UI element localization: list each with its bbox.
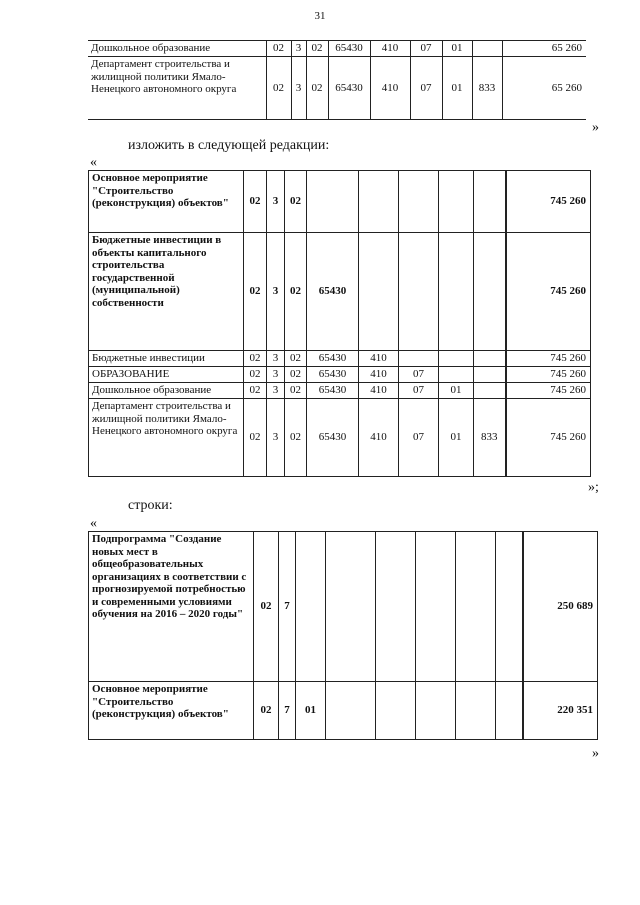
code-cell: 7	[279, 532, 296, 682]
code-cell: 65430	[307, 351, 359, 367]
code-cell: 3	[267, 367, 285, 383]
code-cell: 02	[285, 383, 307, 399]
code-cell: 02	[306, 57, 328, 120]
code-cell	[474, 383, 506, 399]
code-cell: 3	[291, 57, 306, 120]
row-name: Дошкольное образование	[89, 383, 244, 399]
code-cell: 3	[267, 399, 285, 477]
row-name: Бюджетные инвестиции	[89, 351, 244, 367]
code-cell: 410	[370, 41, 410, 57]
code-cell: 833	[474, 399, 506, 477]
code-cell	[474, 351, 506, 367]
code-cell: 07	[399, 383, 439, 399]
code-cell: 410	[359, 383, 399, 399]
code-cell: 02	[244, 367, 267, 383]
code-cell: 02	[244, 399, 267, 477]
table-row	[89, 367, 591, 383]
code-cell	[399, 351, 439, 367]
code-cell	[416, 532, 456, 682]
code-cell	[439, 367, 474, 383]
code-cell	[439, 171, 474, 233]
table-row	[89, 171, 591, 233]
table-row	[89, 532, 598, 682]
code-cell: 3	[291, 41, 306, 57]
code-cell	[439, 233, 474, 351]
code-cell: 02	[266, 41, 291, 57]
code-cell: 02	[254, 682, 279, 740]
code-cell: 410	[359, 351, 399, 367]
row-name: Департамент строительства и жилищной политики Ямало-Ненецкого автономного округа	[89, 399, 244, 477]
instruction-text: изложить в следующей редакции:	[128, 138, 330, 153]
code-cell: 3	[267, 383, 285, 399]
code-cell: 3	[267, 233, 285, 351]
code-cell	[439, 351, 474, 367]
code-cell	[296, 532, 326, 682]
amount-cell: 220 351	[523, 682, 598, 740]
close-quote: »;	[588, 480, 599, 495]
row-name: Основное мероприятие "Строительство (реконструкция) объектов"	[89, 171, 244, 233]
table-row	[89, 399, 591, 477]
table-row	[89, 233, 591, 351]
open-quote: «	[90, 516, 97, 531]
code-cell: 65430	[307, 383, 359, 399]
row-name: ОБРАЗОВАНИЕ	[89, 367, 244, 383]
code-cell: 01	[439, 383, 474, 399]
table-row	[88, 57, 586, 120]
row-name: Основное мероприятие "Строительство (реконструкция) объектов"	[89, 682, 254, 740]
code-cell	[416, 682, 456, 740]
code-cell: 410	[370, 57, 410, 120]
amount-cell: 745 260	[506, 171, 591, 233]
amount-cell: 745 260	[506, 399, 591, 477]
code-cell	[496, 682, 523, 740]
code-cell	[376, 682, 416, 740]
code-cell	[359, 171, 399, 233]
code-cell: 7	[279, 682, 296, 740]
amount-cell: 65 260	[502, 57, 586, 120]
budget-table-rows	[88, 531, 598, 740]
amount-cell: 745 260	[506, 233, 591, 351]
code-cell	[474, 233, 506, 351]
code-cell	[472, 41, 502, 57]
code-cell: 02	[285, 367, 307, 383]
code-cell: 02	[285, 171, 307, 233]
close-quote: »	[592, 120, 599, 135]
code-cell	[496, 532, 523, 682]
code-cell: 65430	[307, 233, 359, 351]
page-number: 31	[314, 10, 326, 22]
budget-table-old	[88, 40, 586, 120]
amount-cell: 745 260	[506, 367, 591, 383]
instruction-text: строки:	[128, 498, 173, 513]
table-row	[88, 41, 586, 57]
code-cell: 07	[399, 399, 439, 477]
open-quote: «	[90, 155, 97, 170]
code-cell: 07	[399, 367, 439, 383]
amount-cell: 65 260	[502, 41, 586, 57]
code-cell: 02	[285, 399, 307, 477]
code-cell	[307, 171, 359, 233]
amount-cell: 745 260	[506, 351, 591, 367]
code-cell: 3	[267, 171, 285, 233]
code-cell: 65430	[307, 399, 359, 477]
code-cell: 02	[244, 351, 267, 367]
code-cell: 833	[472, 57, 502, 120]
code-cell	[399, 171, 439, 233]
code-cell	[326, 532, 376, 682]
budget-table-new	[88, 170, 591, 477]
table-row	[89, 682, 598, 740]
table-row	[89, 383, 591, 399]
row-name: Подпрограмма "Создание новых мест в общеобразовательных организациях в соответствии с прогнозируемой потребностью и современными условиями обучения на 2016 – 2020 годы"	[89, 532, 254, 682]
code-cell	[399, 233, 439, 351]
code-cell: 65430	[328, 57, 370, 120]
code-cell	[456, 532, 496, 682]
code-cell	[474, 367, 506, 383]
code-cell: 65430	[328, 41, 370, 57]
code-cell: 02	[266, 57, 291, 120]
code-cell: 07	[410, 41, 442, 57]
amount-cell: 745 260	[506, 383, 591, 399]
code-cell: 02	[306, 41, 328, 57]
code-cell: 3	[267, 351, 285, 367]
code-cell: 07	[410, 57, 442, 120]
code-cell: 02	[244, 233, 267, 351]
code-cell: 01	[442, 57, 472, 120]
code-cell: 02	[285, 351, 307, 367]
code-cell: 02	[254, 532, 279, 682]
row-name: Департамент строительства и жилищной политики Ямало-Ненецкого автономного округа	[88, 57, 266, 120]
code-cell	[359, 233, 399, 351]
code-cell	[474, 171, 506, 233]
code-cell: 01	[296, 682, 326, 740]
code-cell: 02	[244, 383, 267, 399]
table-row	[89, 351, 591, 367]
row-name: Дошкольное образование	[88, 41, 266, 57]
code-cell	[456, 682, 496, 740]
row-name: Бюджетные инвестиции в объекты капитального строительства государственной (муниципальной) собственности	[89, 233, 244, 351]
close-quote: »	[592, 746, 599, 761]
code-cell: 02	[244, 171, 267, 233]
code-cell: 02	[285, 233, 307, 351]
code-cell: 01	[442, 41, 472, 57]
code-cell: 410	[359, 367, 399, 383]
code-cell: 410	[359, 399, 399, 477]
code-cell: 65430	[307, 367, 359, 383]
code-cell	[326, 682, 376, 740]
amount-cell: 250 689	[523, 532, 598, 682]
code-cell	[376, 532, 416, 682]
code-cell: 01	[439, 399, 474, 477]
